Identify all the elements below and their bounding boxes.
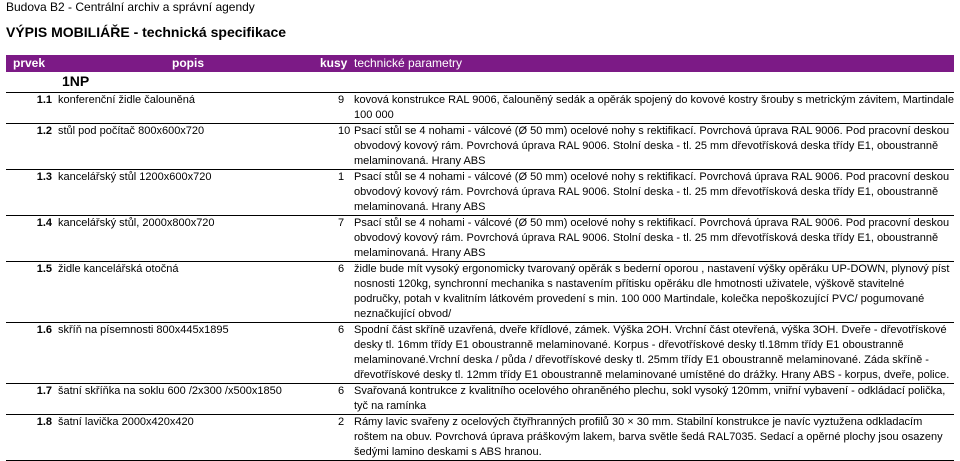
item-name: šatní lavička 2000x420x420 — [54, 415, 330, 461]
item-name: kancelářský stůl, 2000x800x720 — [54, 216, 330, 262]
item-specification: Psací stůl se 4 nohami - válcové (Ø 50 mm) ocelové nohy s rektifikací. Povrchová úprava RAL 9006. Pod pracovní deskou obvodový kovový rám. Povrchová úprava RAL 9006. Stolní deska - tl. 25 mm dřevotřísková deska třídy E1, oboustranně melaminovaná. Hrany ABS — [354, 124, 954, 170]
item-specification: Psací stůl se 4 nohami - válcové (Ø 50 mm) ocelové nohy s rektifikací. Povrchová úprava RAL 9006. Pod pracovní deskou obvodový kovový rám. Povrchová úprava RAL 9006. Stolní deska - tl. 25 mm dřevotřísková deska třídy E1, oboustranně melaminovaná. Hrany ABS — [354, 170, 954, 216]
document-subtitle: Budova B2 - Centrální archiv a správní agendy — [6, 0, 255, 14]
table-row — [6, 262, 954, 323]
item-quantity: 9 — [330, 93, 354, 124]
item-quantity: 7 — [330, 216, 354, 262]
table-row — [6, 93, 954, 124]
item-quantity: 6 — [330, 323, 354, 384]
header-item: prvek — [13, 56, 46, 70]
item-name: stůl pod počítač 800x600x720 — [54, 124, 330, 170]
item-quantity: 1 — [330, 170, 354, 216]
table-row — [6, 124, 954, 170]
item-quantity: 2 — [330, 415, 354, 461]
item-specification: Psací stůl se 4 nohami - válcové (Ø 50 mm) ocelové nohy s rektifikací. Povrchová úprava RAL 9006. Pod pracovní deskou obvodový kovový rám. Povrchová úprava RAL 9006. Stolní deska - tl. 25 mm dřevotřísková deska třídy E1, oboustranně melaminovaná. Hrany ABS — [354, 216, 954, 262]
table-row — [6, 384, 954, 415]
item-number: 1.3 — [6, 170, 54, 216]
header-description: popis — [172, 56, 204, 70]
item-number: 1.2 — [6, 124, 54, 170]
header-quantity: kusy — [320, 56, 348, 70]
item-specification: Svařovaná kontrukce z kvalitního ocelového ohraněného plechu, sokl vysoký 120mm, vniřní vybavení - odkládací polička, tyč na ramínka — [354, 384, 954, 415]
document-title: VÝPIS MOBILIÁŘE - technická specifikace — [6, 24, 287, 40]
item-name: šatní skříňka na soklu 600 /2x300 /x500x1850 — [54, 384, 330, 415]
item-name: židle kancelářská otočná — [54, 262, 330, 323]
item-specification: židle bude mít vysoký ergonomicky tvarovaný opěrák s bederní oporou , nastavení výšky opěráku UP-DOWN, plynový píst nosnosti 120kg, synchronní mechanika s nastavením přítisku opěráku dle hmotnosti uživatele, výškově stavitelné područky, potah v kvalitním látkovém provedení s min. 100 000 Martindale, kolečka nepoškozující PVC/ pogumované neznačkující obvod/ — [354, 262, 954, 323]
item-name: kancelářský stůl 1200x600x720 — [54, 170, 330, 216]
item-name: skříň na písemnosti 800x445x1895 — [54, 323, 330, 384]
item-number: 1.5 — [6, 262, 54, 323]
table-row — [6, 170, 954, 216]
section-heading: 1NP — [62, 73, 90, 89]
header-parameters: technické parametry — [354, 56, 463, 70]
table-header — [6, 55, 954, 72]
table-row — [6, 323, 954, 384]
item-specification: Rámy lavic svařeny z ocelových čtyřhranných profilů 30 × 30 mm. Stabilní konstrukce je navíc vyztužena odkladacím roštem na obuv. Povrchová úprava práškovým lakem, barva světle šedá RAL7035. Sedací a opěrné plochy jsou osazeny šedými lamino deskami s ABS hranou. — [354, 415, 954, 461]
item-quantity: 6 — [330, 384, 354, 415]
item-quantity: 10 — [330, 124, 354, 170]
item-name: konferenční židle čalouněná — [54, 93, 330, 124]
item-specification: kovová konstrukce RAL 9006, čalouněný sedák a opěrák spojený do kovové kostry šrouby s metrickým závitem, Martindale 100 000 — [354, 93, 954, 124]
item-number: 1.8 — [6, 415, 54, 461]
table-row — [6, 216, 954, 262]
item-specification: Spodní část skříně uzavřená, dveře křídlové, zámek. Výška 2OH. Vrchní část otevřená, výška 3OH. Dveře - dřevotřískové desky tl. 16mm třídy E1 oboustranně melaminované. Korpus - dřevotřískové desky tl.18mm třídy E1 oboustranně melaminované.Vrchní deska / půda / dřevotřískové desky tl. 25mm třídy E1 oboustranně melaminované. Záda skříně - dřevotřískové desky tl. 12mm třídy E1 oboustranně melaminované umístěné do drážky. Hrany ABS - korpus, dveře, police. — [354, 323, 954, 384]
items-table-body — [6, 93, 954, 461]
item-number: 1.7 — [6, 384, 54, 415]
item-number: 1.4 — [6, 216, 54, 262]
item-quantity: 6 — [330, 262, 354, 323]
table-row — [6, 415, 954, 461]
items-table — [6, 92, 954, 461]
item-number: 1.1 — [6, 93, 54, 124]
item-number: 1.6 — [6, 323, 54, 384]
